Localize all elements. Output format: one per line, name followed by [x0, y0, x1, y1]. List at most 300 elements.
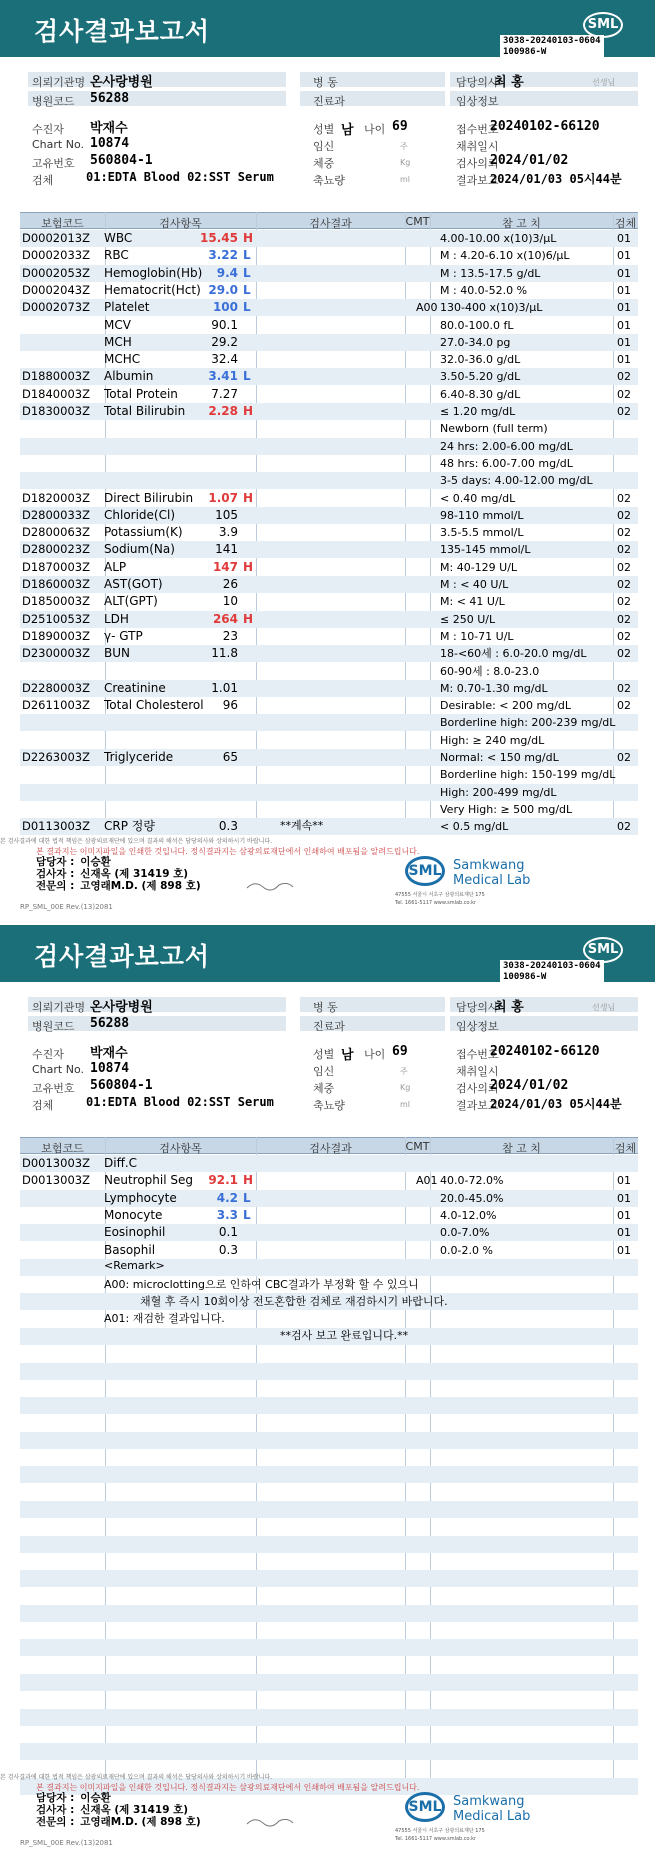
specialist-name: 고영래M.D. (제 898 호)	[80, 880, 201, 892]
insurance-code: D2280003Z	[22, 680, 90, 695]
specialist-label: 전문의 :	[36, 880, 75, 892]
reference-range: 24 hrs: 2.00-6.00 mg/dL	[440, 439, 573, 453]
table-row	[20, 368, 638, 385]
specimen-value: 01:EDTA Blood 02:SST Serum	[86, 1095, 274, 1109]
test-name: LDH	[104, 611, 129, 626]
institution-label: 의뢰기관명	[32, 76, 86, 89]
table-row	[20, 247, 638, 264]
id-value: 560804-1	[90, 1078, 153, 1093]
doctor-value: 최 홍	[494, 75, 524, 90]
test-value: 0.1	[218, 1225, 238, 1240]
row-stripe	[20, 1639, 638, 1656]
insurance-code: D1820003Z	[22, 490, 90, 505]
insurance-code: D0002013Z	[22, 231, 90, 245]
reference-range: Very High: ≥ 500 mg/dL	[440, 802, 573, 816]
reference-range: ≤ 1.20 mg/dL	[440, 405, 516, 418]
request-label: 검사의뢰	[456, 1082, 499, 1095]
reference-range: 27.0-34.0 pg	[440, 335, 511, 349]
table-row	[20, 455, 638, 472]
flag-indicator: H	[243, 404, 254, 418]
pregnancy-label: 임신	[313, 140, 335, 153]
reference-range: 135-145 mmol/L	[440, 543, 531, 557]
pregnancy-label: 임신	[313, 1065, 335, 1078]
insurance-code: D2300003Z	[22, 646, 90, 661]
test-name: MCV	[104, 317, 131, 332]
test-value: 0.3	[218, 1242, 238, 1257]
insurance-code: D2611003Z	[22, 698, 90, 713]
result-label: 결과보고	[456, 174, 499, 187]
test-name: CRP 정량	[104, 819, 155, 834]
reference-range: M: 40-129 U/L	[440, 560, 518, 574]
insurance-code: D0002033Z	[22, 248, 90, 263]
specimen-code: 01	[617, 301, 631, 315]
result-value: 2024/01/03 05시44분	[490, 172, 622, 186]
test-value: 92.1	[208, 1173, 238, 1188]
test-name: Lymphocyte	[104, 1190, 177, 1205]
patient-value: 박재수	[90, 121, 128, 136]
clinical-label: 임상정보	[456, 1020, 499, 1033]
table-row	[20, 403, 638, 420]
continued-label: **계속**	[280, 819, 324, 832]
insurance-code: D1860003Z	[22, 577, 90, 591]
flag-indicator: L	[243, 1207, 251, 1222]
table-row	[20, 1207, 638, 1224]
test-name: Platelet	[104, 300, 150, 315]
specialist-label: 전문의 :	[36, 1816, 75, 1828]
specimen-code: 01	[617, 249, 631, 263]
age-value: 69	[392, 119, 408, 134]
insurance-code: D1890003Z	[22, 628, 90, 643]
doctor-title: 선생님	[592, 1003, 616, 1012]
specimen-code: 02	[617, 560, 631, 574]
doctor-value: 최 홍	[494, 1000, 524, 1015]
table-row	[20, 732, 638, 749]
hospital-code-label: 병원코드	[32, 1020, 75, 1033]
insurance-code: D2510053Z	[22, 611, 90, 626]
test-value: 23	[222, 628, 238, 643]
hospital-code-value: 56288	[90, 1016, 130, 1031]
weight-label: 체중	[313, 1082, 335, 1095]
insurance-code: D2263003Z	[22, 750, 90, 764]
age-value: 69	[392, 1044, 408, 1059]
table-row	[20, 611, 638, 628]
tester-name: 신재옥 (제 31419 호)	[80, 1804, 189, 1816]
sex-label: 성별	[313, 1048, 335, 1061]
test-name: Direct Bilirubin	[104, 490, 194, 505]
tester-name: 신재옥 (제 31419 호)	[80, 868, 189, 880]
specimen-code: 01	[617, 353, 631, 367]
specimen-code: 02	[617, 820, 631, 834]
specimen-code: 01	[617, 1208, 631, 1222]
flag-indicator: L	[243, 369, 251, 384]
test-value: 7.27	[211, 386, 238, 401]
flag-indicator: H	[243, 231, 254, 245]
table-row	[20, 386, 638, 403]
table-row	[20, 559, 638, 576]
report-page-2	[0, 925, 655, 1850]
test-name: Neutrophil Seg	[104, 1173, 194, 1188]
reference-range: 20.0-45.0%	[440, 1191, 504, 1205]
test-name: Total Cholesterol	[104, 698, 204, 713]
test-name: ALT(GPT)	[104, 594, 158, 609]
column-header: 보험코드	[41, 217, 84, 230]
request-value: 2024/01/02	[490, 1078, 569, 1093]
patient-label: 수진자	[32, 123, 64, 136]
chart-label: Chart No.	[32, 1063, 84, 1076]
test-name: Albumin	[104, 369, 154, 384]
test-name: Potassium(K)	[104, 525, 183, 540]
test-name: WBC	[104, 231, 133, 245]
table-row	[20, 645, 638, 662]
specimen-code: 02	[617, 595, 631, 609]
specimen-code: 02	[617, 612, 631, 626]
test-value: 0.3	[218, 819, 238, 834]
signature-scribble	[245, 878, 295, 895]
chart-label: Chart No.	[32, 138, 84, 151]
table-header	[20, 212, 638, 229]
row-stripe	[20, 1709, 638, 1726]
chart-value: 10874	[90, 1061, 130, 1076]
tester-line	[36, 1804, 201, 1816]
dept-label: 진료과	[313, 95, 345, 108]
specialist-line	[36, 880, 201, 892]
insurance-code: D1850003Z	[22, 594, 90, 609]
flag-indicator: L	[243, 1190, 251, 1205]
manager-label: 담당자 :	[36, 856, 75, 868]
insurance-code: D0013003Z	[22, 1156, 90, 1170]
test-value: 3.22	[208, 248, 238, 263]
specimen-code: 01	[617, 1243, 631, 1257]
reference-range: M: < 41 U/L	[440, 595, 505, 609]
test-name: Basophil	[104, 1242, 156, 1257]
test-value: 32.4	[211, 352, 238, 367]
revision-number: RP_SML_00E Rev.(13)2081	[20, 903, 113, 911]
revision-number: RP_SML_00E Rev.(13)2081	[20, 1839, 113, 1847]
table-row	[20, 507, 638, 524]
specimen-code: 01	[617, 283, 631, 297]
reference-range: High: 200-499 mg/dL	[440, 785, 557, 799]
specimen-code: 02	[617, 578, 631, 591]
specimen-code: 02	[617, 387, 631, 401]
specialist-line	[36, 1816, 201, 1828]
test-value: 147	[212, 559, 238, 574]
test-value: 1.01	[211, 680, 238, 695]
specimen-code: 01	[617, 1191, 631, 1205]
reference-range: 130-400 x(10)3/μL	[440, 301, 543, 315]
flag-indicator: L	[243, 282, 251, 297]
remark-header: <Remark>	[104, 1259, 165, 1272]
reference-range: Borderline high: 150-199 mg/dL	[440, 768, 616, 782]
report-title: 검사결과보고서	[34, 942, 211, 971]
specimen-code: 01	[617, 318, 631, 332]
sml-logo: SML	[583, 937, 623, 963]
lab-name: Samkwang Medical Lab	[453, 1794, 531, 1824]
urine-unit: ml	[400, 175, 411, 184]
institution-value: 온사랑병원	[90, 1000, 153, 1015]
remark-a00-continued: 채혈 후 즉시 10회이상 전도혼합한 검체로 재검하시기 바랍니다.	[140, 1295, 448, 1308]
table-row	[20, 472, 638, 489]
tester-label: 검사자 :	[36, 1804, 75, 1816]
test-value: 29.2	[211, 334, 238, 349]
insurance-code: D1870003Z	[22, 559, 90, 574]
remark-a01: A01: 재검한 결과입니다.	[104, 1312, 225, 1325]
reference-range: 60-90세 : 8.0-23.0	[440, 664, 540, 678]
table-row	[20, 420, 638, 437]
test-value: 264	[212, 611, 238, 626]
test-name: RBC	[104, 248, 129, 263]
urine-label: 축뇨량	[313, 174, 345, 187]
signatures	[36, 856, 201, 892]
column-header: 참 고 치	[502, 217, 541, 230]
age-label: 나이	[364, 123, 386, 136]
test-name: AST(GOT)	[104, 577, 163, 591]
test-name: Eosinophil	[104, 1225, 166, 1240]
pregnancy-unit: 주	[400, 1067, 408, 1076]
specimen-code: 01	[617, 1174, 631, 1188]
print-notice: 본 결과지는 이미지파일을 인쇄한 것입니다. 정식결과지는 삼광의료재단에서 인쇄하여 배포됨을 알려드립니다.	[36, 847, 420, 856]
column-header: CMT	[405, 1140, 430, 1153]
test-value: 3.41	[208, 369, 238, 384]
sex-label: 성별	[313, 123, 335, 136]
table-row	[20, 230, 638, 247]
test-name: ALP	[104, 559, 127, 574]
test-name: Monocyte	[104, 1207, 163, 1222]
column-header: 검사항목	[159, 217, 202, 230]
table-row	[20, 801, 638, 818]
table-row	[20, 1172, 638, 1189]
reference-range: Newborn (full term)	[440, 422, 548, 436]
test-value: 105	[215, 507, 238, 522]
weight-unit: Kg	[400, 1083, 411, 1092]
row-stripe	[20, 1397, 638, 1414]
id-value: 560804-1	[90, 153, 153, 168]
tester-line	[36, 868, 201, 880]
insurance-code: D1840003Z	[22, 386, 90, 401]
reference-range: 0.0-7.0%	[440, 1226, 490, 1240]
reference-range: M : < 40 U/L	[440, 578, 509, 591]
id-label: 고유번호	[32, 1082, 75, 1095]
table-row	[20, 714, 638, 731]
table-row	[20, 663, 638, 680]
table-row	[20, 1224, 638, 1241]
specimen-code: 02	[617, 647, 631, 661]
test-name: Hemoglobin(Hb)	[104, 265, 203, 280]
flag-indicator: L	[243, 248, 251, 263]
reference-range: Normal: < 150 mg/dL	[440, 751, 559, 764]
specimen-code: 02	[617, 370, 631, 384]
test-value: 65	[222, 750, 238, 764]
row-stripe	[20, 1570, 638, 1587]
reference-range: 6.40-8.30 g/dL	[440, 387, 521, 401]
collect-label: 채취일시	[456, 1065, 499, 1078]
specimen-code: 02	[617, 629, 631, 643]
specimen-code: 01	[617, 335, 631, 349]
request-label: 검사의뢰	[456, 157, 499, 170]
test-name: Chloride(Cl)	[104, 507, 176, 522]
row-stripe	[20, 1743, 638, 1760]
result-value: 2024/01/03 05시44분	[490, 1097, 622, 1111]
table-row	[20, 1242, 638, 1259]
manager-name: 이승환	[80, 1792, 111, 1804]
ward-label: 병 동	[313, 76, 338, 89]
comment-code: A01	[416, 1174, 438, 1188]
specimen-code: 02	[617, 491, 631, 505]
request-value: 2024/01/02	[490, 153, 569, 168]
test-name: MCH	[104, 334, 132, 349]
specimen-code: 02	[617, 405, 631, 418]
dept-label: 진료과	[313, 1020, 345, 1033]
sml-circle-logo: SML	[405, 856, 445, 886]
table-row	[20, 697, 638, 714]
insurance-code: D0002043Z	[22, 282, 90, 297]
reference-range: 32.0-36.0 g/dL	[440, 353, 521, 367]
reference-range: Desirable: < 200 mg/dL	[440, 699, 572, 713]
urine-unit: ml	[400, 1100, 411, 1109]
specimen-code: 01	[617, 232, 631, 245]
report-number: 3038-20240103-0604 100986-W	[500, 35, 604, 59]
table-row	[20, 351, 638, 368]
reference-range: 3.50-5.20 g/dL	[440, 370, 521, 384]
test-value: 100	[212, 300, 238, 315]
signature-scribble	[245, 1814, 295, 1831]
table-row	[20, 438, 638, 455]
specimen-code: 02	[617, 526, 631, 540]
table-row	[20, 784, 638, 801]
doctor-label: 담당의사	[456, 1001, 499, 1014]
clinical-label: 임상정보	[456, 95, 499, 108]
result-label: 결과보고	[456, 1099, 499, 1112]
column-header: 참 고 치	[502, 1142, 541, 1155]
fine-print: 본 검사결과에 대한 법적 책임은 삼광의료재단에 있으며 결과의 해석은 담당의사와 상의하시기 바랍니다.	[0, 1774, 273, 1781]
table-row	[20, 541, 638, 558]
specimen-code: 02	[617, 543, 631, 557]
receipt-label: 접수번호	[456, 1048, 499, 1061]
patient-value: 박재수	[90, 1046, 128, 1061]
doctor-label: 담당의사	[456, 76, 499, 89]
test-value: 15.45	[200, 231, 238, 245]
test-value: 10	[222, 594, 238, 609]
id-label: 고유번호	[32, 157, 75, 170]
test-value: 4.2	[216, 1190, 238, 1205]
collect-label: 채취일시	[456, 140, 499, 153]
tester-label: 검사자 :	[36, 868, 75, 880]
insurance-code: D0002053Z	[22, 265, 90, 280]
reference-range: M : 40.0-52.0 %	[440, 283, 528, 297]
manager-line	[36, 856, 201, 868]
institution-value: 온사랑병원	[90, 75, 153, 90]
fine-print: 본 검사결과에 대한 법적 책임은 삼광의료재단에 있으며 결과의 해석은 담당의사와 상의하시기 바랍니다.	[0, 838, 273, 845]
flag-indicator: L	[243, 300, 251, 315]
specimen-code: 02	[617, 751, 631, 764]
test-value: 2.28	[208, 404, 238, 418]
reference-range: 4.00-10.00 x(10)3/μL	[440, 232, 557, 245]
remark-a00: A00: microclotting으로 인하여 CBC결과가 부정확 할 수 있으니	[104, 1278, 419, 1291]
test-value: 26	[222, 577, 238, 591]
reference-range: 40.0-72.0%	[440, 1174, 504, 1188]
row-stripe	[20, 1501, 638, 1518]
reference-range: Borderline high: 200-239 mg/dL	[440, 716, 616, 730]
manager-line	[36, 1792, 201, 1804]
test-value: 90.1	[211, 317, 238, 332]
test-name: BUN	[104, 646, 130, 661]
test-value: 96	[222, 698, 238, 713]
insurance-code: D1830003Z	[22, 404, 90, 418]
table-row	[20, 628, 638, 645]
flag-indicator: H	[243, 490, 254, 505]
signatures	[36, 1792, 201, 1828]
reference-range: 3.5-5.5 mmol/L	[440, 526, 524, 540]
sml-circle-logo: SML	[405, 1792, 445, 1822]
specimen-label: 검체	[32, 1099, 54, 1112]
column-header: 검사결과	[309, 217, 352, 230]
receipt-value: 20240102-66120	[490, 119, 600, 134]
test-name: Hematocrit(Hct)	[104, 282, 201, 297]
reference-range: 3-5 days: 4.00-12.00 mg/dL	[440, 474, 593, 488]
row-stripe	[20, 1363, 638, 1380]
lab-name: Samkwang Medical Lab	[453, 858, 531, 888]
receipt-label: 접수번호	[456, 123, 499, 136]
reference-range: M : 4.20-6.10 x(10)6/μL	[440, 249, 570, 263]
column-header: CMT	[405, 215, 430, 228]
specimen-code: 02	[617, 699, 631, 713]
table-row	[20, 490, 638, 507]
reference-range: High: ≥ 240 mg/dL	[440, 733, 545, 747]
reference-range: 0.0-2.0 %	[440, 1243, 493, 1257]
table-header	[20, 1137, 638, 1154]
table-row	[20, 299, 638, 316]
report-complete-note: **검사 보고 완료입니다.**	[280, 1329, 409, 1342]
specimen-code: 01	[617, 1226, 631, 1240]
test-value: 3.9	[218, 525, 238, 540]
insurance-code: D0113003Z	[22, 819, 90, 834]
patient-label: 수진자	[32, 1048, 64, 1061]
flag-indicator: H	[243, 1173, 254, 1188]
row-stripe	[20, 1605, 638, 1622]
weight-unit: Kg	[400, 158, 411, 167]
test-name: Sodium(Na)	[104, 542, 175, 557]
reference-range: M : 13.5-17.5 g/dL	[440, 266, 541, 280]
table-row	[20, 766, 638, 783]
flag-indicator: H	[243, 559, 254, 574]
reference-range: < 0.5 mg/dL	[440, 820, 509, 834]
reference-range: < 0.40 mg/dL	[440, 491, 516, 505]
doctor-title: 선생님	[592, 78, 616, 87]
insurance-code: D0002073Z	[22, 300, 90, 315]
lab-address: 47555 서울시 서초구 삼광의료재단 175 Tel. 1661-5117 www.smlab.co.kr	[395, 1828, 485, 1842]
test-value: 11.8	[211, 646, 238, 661]
test-name: Creatinine	[104, 680, 166, 695]
specimen-code: 02	[617, 681, 631, 695]
insurance-code: D1880003Z	[22, 369, 90, 384]
test-value: 9.4	[216, 265, 238, 280]
column-header: 검사항목	[159, 1142, 202, 1155]
column-header: 검사결과	[309, 1142, 352, 1155]
reference-range: M : 10-71 U/L	[440, 629, 514, 643]
hospital-code-label: 병원코드	[32, 95, 75, 108]
table-row	[20, 593, 638, 610]
row-stripe	[20, 1432, 638, 1449]
table-row	[20, 524, 638, 541]
test-value: 141	[215, 542, 238, 557]
report-title: 검사결과보고서	[34, 17, 211, 46]
manager-label: 담당자 :	[36, 1792, 75, 1804]
age-label: 나이	[364, 1048, 386, 1061]
table-row	[20, 265, 638, 282]
reference-range: 18-<60세 : 6.0-20.0 mg/dL	[440, 647, 587, 661]
hospital-code-value: 56288	[90, 91, 130, 106]
specimen-code: 01	[617, 266, 631, 280]
manager-name: 이승환	[80, 856, 111, 868]
